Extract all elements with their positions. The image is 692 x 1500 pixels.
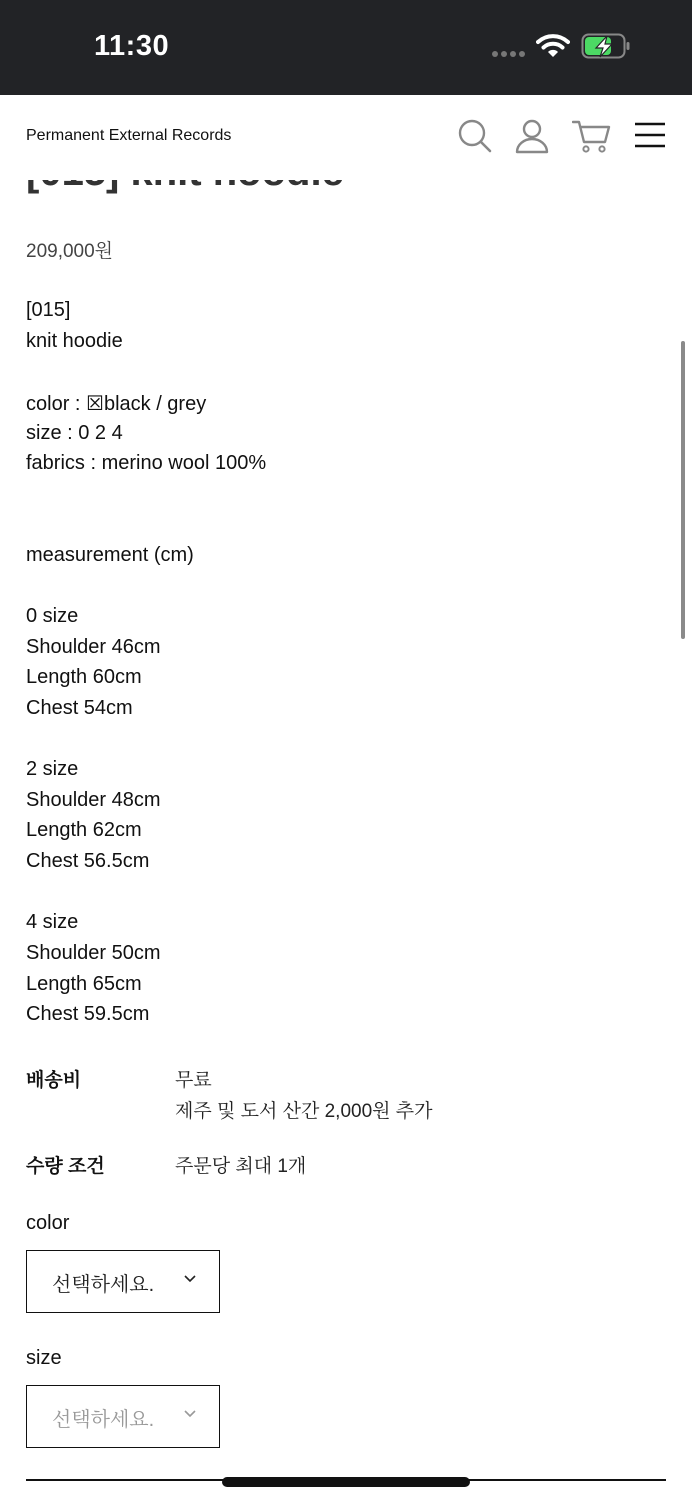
desc-line: [015]: [26, 299, 71, 321]
home-indicator: [222, 1477, 470, 1487]
wifi-icon: [536, 33, 570, 59]
desc-line: knit hoodie: [26, 330, 123, 352]
color-select[interactable]: [26, 1250, 220, 1313]
scrollbar[interactable]: [681, 341, 685, 639]
desc-line: Length 65cm: [26, 973, 142, 995]
battery-icon: [581, 33, 631, 59]
cart-icon[interactable]: [572, 118, 612, 154]
product-price: 209,000원: [26, 241, 114, 262]
color-option-label: color: [26, 1212, 70, 1234]
desc-line: measurement (cm): [26, 544, 194, 566]
site-header: [0, 95, 692, 180]
desc-line: Length 60cm: [26, 666, 142, 688]
desc-line: Chest 56.5cm: [26, 850, 150, 872]
status-time: 11:30: [94, 30, 170, 62]
user-icon[interactable]: [514, 118, 550, 154]
chevron-down-icon: [184, 1275, 196, 1283]
shipping-extra: 제주 및 도서 산간 2,000원 추가: [175, 1101, 433, 1122]
signal-icon: [491, 50, 527, 58]
desc-line: Length 62cm: [26, 819, 142, 841]
size-select[interactable]: [26, 1385, 220, 1448]
site-logo[interactable]: Permanent External Records: [26, 127, 232, 144]
size-option-label: size: [26, 1347, 62, 1369]
desc-line: 0 size: [26, 605, 79, 627]
desc-line: Shoulder 46cm: [26, 636, 161, 658]
status-bar: [0, 0, 692, 95]
size-select-value: 선택하세요.: [52, 1409, 155, 1431]
shipping-label: 배송비: [26, 1070, 82, 1091]
desc-line: 2 size: [26, 758, 79, 780]
quantity-value: 주문당 최대 1개: [175, 1156, 307, 1177]
quantity-label: 수량 조건: [26, 1156, 105, 1177]
shipping-value: 무료: [175, 1070, 212, 1091]
menu-icon[interactable]: [634, 122, 666, 148]
desc-line: Chest 54cm: [26, 697, 133, 719]
color-select-value: 선택하세요.: [52, 1274, 155, 1296]
desc-line: 4 size: [26, 911, 79, 933]
desc-line: size : 0 2 4: [26, 422, 123, 444]
desc-line: Shoulder 48cm: [26, 789, 161, 811]
chevron-down-icon: [184, 1410, 196, 1418]
desc-line: fabrics : merino wool 100%: [26, 452, 267, 474]
desc-line: Shoulder 50cm: [26, 942, 161, 964]
desc-line: Chest 59.5cm: [26, 1003, 150, 1025]
search-icon[interactable]: [457, 118, 493, 154]
desc-line: color : ☒black / grey: [26, 393, 207, 415]
